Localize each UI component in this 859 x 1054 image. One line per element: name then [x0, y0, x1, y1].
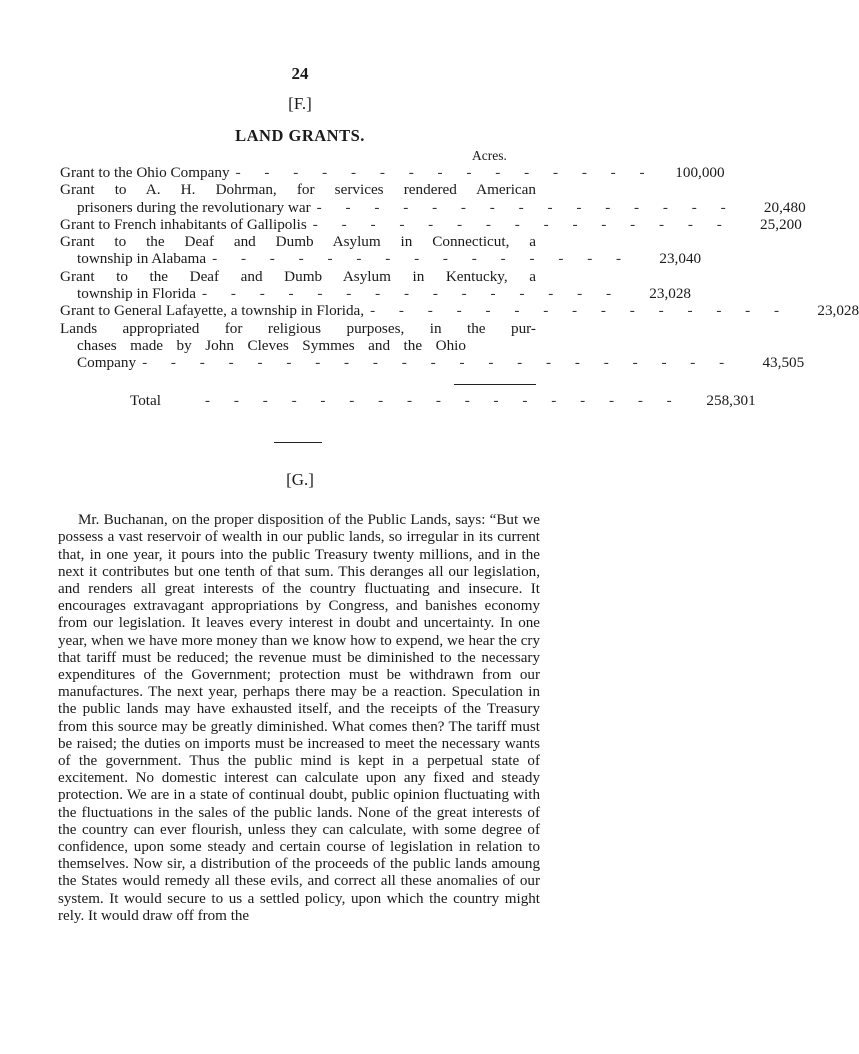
dot-leader: - - - - - - - - - - - - - - - - - - - - - — [142, 354, 735, 372]
grant-description-continued: township in Alabama — [77, 250, 207, 268]
grant-description: Grant to the Ohio Company — [60, 164, 230, 181]
page-number: 24 — [291, 64, 309, 83]
grant-row — [60, 215, 802, 233]
section-label-f: [F.] — [288, 94, 312, 113]
grant-description: Lands appropriated for religious purposes, in the pur- — [60, 319, 536, 337]
grant-row — [60, 302, 859, 320]
grant-row — [60, 319, 805, 372]
total-row — [130, 392, 756, 410]
dot-leader: - - - - - - - - - - - - - - - — [370, 302, 790, 320]
total-label: Total — [130, 392, 161, 409]
total-acres: 258,301 — [706, 392, 756, 409]
section-divider — [274, 442, 322, 443]
grant-description: Grant to the Deaf and Dumb Asylum in Connecticut, a — [60, 233, 536, 251]
dot-leader: - - - - - - - - - - - - - - - — [235, 164, 655, 181]
land-grants-title: LAND GRANTS. — [235, 126, 365, 145]
grant-description-continued: prisoners during the revolutionary war — [77, 198, 311, 216]
grant-acres: 43,505 — [762, 354, 805, 372]
acres-column-header: Acres. — [472, 148, 507, 163]
buchanan-quote-paragraph: Mr. Buchanan, on the proper disposition of the Public Lands, says: “But we possess a vast reservoir of wealth in our public lands, so irregular in its current that, in one year, it pours into the public Treasury twenty millions, and in the next it contributes but one tenth of that sum. This deranges all our legislation, and renders all great interests of the country fluctuating and insecure. It encourages extravagant appropriations by Congress, and banishes economy from our legislation. It leaves every interest in doubt and uncertainty. In one year, when we have more money than we know how to expend, we hear the cry that tariff must be reduced; the revenue must be diminished to the necessary expenditures of the Government; protection must be withdrawn from our manufactures. The next year, perhaps there may be a reaction. Speculation in the public lands may have exhausted itself, and the receipts of the Treasury from this source may be greatly diminished. What comes then? The tariff must be raised; the duties on imports must be increased to meet the necessary wants of the government. Thus the public mind is kept in a perpetual state of excitement. No domestic interest can calculate upon any fixed and steady protection. We are in a state of continual doubt, public opinion fluctuating with the fluctuations in the sales of the public lands. None of the great interests of the country can ever flourish, unless they can calculate, with some degree of confidence, upon some steady and certain course of legislation in relation to themselves. Now sir, a distribution of the proceeds of the public lands amoung the States would remedy all these evils, and correct all these anomalies of our system. It would secure to us a settled policy, upon which the country might rely. It would draw off from the — [58, 512, 540, 924]
grant-description-continued: Company — [77, 354, 137, 372]
dot-leader: - - - - - - - - - - - - - - - - - — [205, 392, 682, 409]
grant-row — [60, 164, 725, 181]
grant-description-continued: township in Florida — [77, 285, 196, 303]
grant-acres: 25,200 — [760, 215, 802, 233]
dot-leader: - - - - - - - - - - - - - - - — [212, 250, 632, 268]
sum-rule — [454, 384, 536, 385]
grant-description: Grant to General Lafayette, a township in Florida, — [60, 302, 365, 320]
grant-acres: 23,040 — [659, 250, 702, 268]
land-grants-list — [60, 164, 859, 372]
grant-row — [60, 233, 702, 268]
grant-acres: 23,028 — [817, 302, 859, 320]
grant-row — [60, 267, 692, 303]
grant-description: Grant to the Deaf and Dumb Asylum in Kentucky, a — [60, 267, 536, 285]
dot-leader: - - - - - - - - - - - - - - - — [201, 285, 622, 303]
grant-description: Grant to A. H. Dohrman, for services rendered American — [60, 181, 536, 199]
grant-description: Grant to French inhabitants of Gallipolis — [60, 215, 307, 233]
grant-acres: 100,000 — [675, 164, 725, 181]
grant-acres: 23,028 — [649, 285, 692, 303]
dot-leader: - - - - - - - - - - - - - - - — [312, 215, 732, 233]
grant-acres: 20,480 — [763, 198, 806, 216]
dot-leader: - - - - - - - - - - - - - - - — [316, 198, 736, 216]
grant-description-continued: chases made by John Cleves Symmes and the Ohio — [77, 336, 466, 354]
section-label-g: [G.] — [286, 470, 314, 489]
grant-row — [60, 181, 806, 216]
